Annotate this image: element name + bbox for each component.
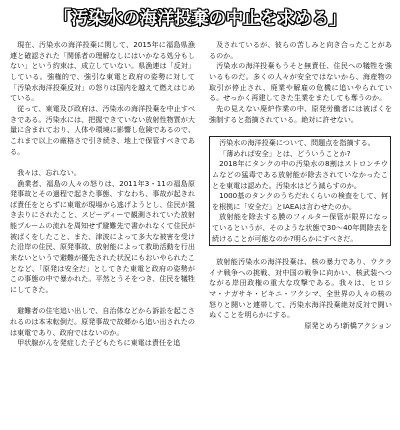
paragraph: 1000基のタンクのうちだれくらいの検査をして、何を根拠に「安全だ」とIAEAは言わせたのか。 <box>212 191 388 211</box>
paragraph-gap <box>209 125 392 136</box>
signature: 原発とめろ!新橋アクション <box>304 321 392 331</box>
paragraph: 放射能を除去する膜のフィルター保管が限界になっているというが、そのような状態で30～40年間除去を続けることが可能なのか?明らかにすべきだ。 <box>212 212 388 243</box>
page-title: 「汚染水の海洋投棄の中止を求める」 <box>53 9 347 29</box>
paragraph: 避難者の住宅追い出しで、自治体などから訴訟を起こされるのは本末転倒だ。原発事故で故郷から追い出されたのは東電であり、政府ではないのか。 <box>10 306 195 337</box>
paragraph-gap <box>10 296 195 307</box>
paragraph-gap <box>209 246 392 257</box>
paragraph: 従って、東電及び政府は、汚染水の海洋投棄を中止すべきである。汚染水には、把握できていない放射性物質が大量に含まれており、人体や環境に影響し危険であるので、これまで以上の厳格さで引き続き、地上で保管すべきである。 <box>10 103 195 156</box>
paragraph: 汚染水の海洋投棄について、問題点を指摘する。 <box>219 137 375 147</box>
paragraph-gap <box>10 157 195 168</box>
boxed-section <box>209 136 391 247</box>
paragraph: 我々は、忘れない。 <box>17 167 81 177</box>
right-column <box>209 40 392 332</box>
left-column <box>10 40 195 349</box>
paragraph: 及されているが、彼らの苦しみと向き合ったことがあるのか。 <box>209 40 392 60</box>
paragraph: 汚染水の海洋投棄もうそと無責任、住民への犠牲を強いるものだ。多くの人々が安全ではないから、海産物の取引が停止され、廃業や解雇の危機に追いやられている。せっかく再建してきた生業をまたしても奪うのか。 <box>209 61 392 103</box>
paragraph: 放射能汚染水の海洋投棄は、核の暴力であり、ウクライナ戦争への挑戦、対中国の戦争に向かい、核武装へつながる岸田政権の重大な攻撃である。我々は、ヒロシマ・ナガサキ・ビキニ・フクシマ、全世界の人々の核の怒りと闘いと連帯して、汚染水海洋投棄絶対反対で闘いぬくことを明らかにする。 <box>209 257 392 320</box>
paragraph: 先の見えない廃炉作業の中、原発労働者には被ばくを強制すると指摘されている。絶対に許せない。 <box>209 103 392 124</box>
paragraph: 漁業者、福島の人々の怒りは、2011年3・11の福島原発事故とその過程で起きた事態、すなわち、事故が起きれば責任をとらずに東電が現場から逃げようとし、住民が置き去りにされたこと、スピーディーで観測されていた放射能プルームの流れを周知せず避難先で書かれなくて住民が被ばくをしたこと、また、津波によって多大な被害を受けた沿岸の住民、原発事故、放射能によって救助活動を行出来ないというで避難が優先された状況にもおいやられたことなど、「原発は安全だ」としてきた東電と政府の姿勢がこの事態の中で暴かれた。平然とうそをつき、住民を犠牲にしてきた。 <box>10 178 195 295</box>
paragraph: 「薄めれば安全」とは、どういうことか? <box>219 148 351 158</box>
paragraph: 現在、汚染水の海洋投棄に関して、2015年に福島県漁連と確認された「関係者の理解なしにはいかなる処分もしない」という約束は、成立していない。県漁連は「反対」している。強権的で、強引な東電と政府の姿勢に対して「汚染水海洋投棄反対」の怒りは国内を越えて燃えはじめている。 <box>10 40 195 103</box>
paragraph: 2018年にタンクの中の汚染水の8割はストロンチウムなどの猛毒である放射能が除去されていなかったことを東電は認めた。汚染水はどう減らすのか。 <box>212 159 388 190</box>
paragraph: 甲状腺がんを発症した子どもたちに東電は責任を追 <box>17 338 181 348</box>
